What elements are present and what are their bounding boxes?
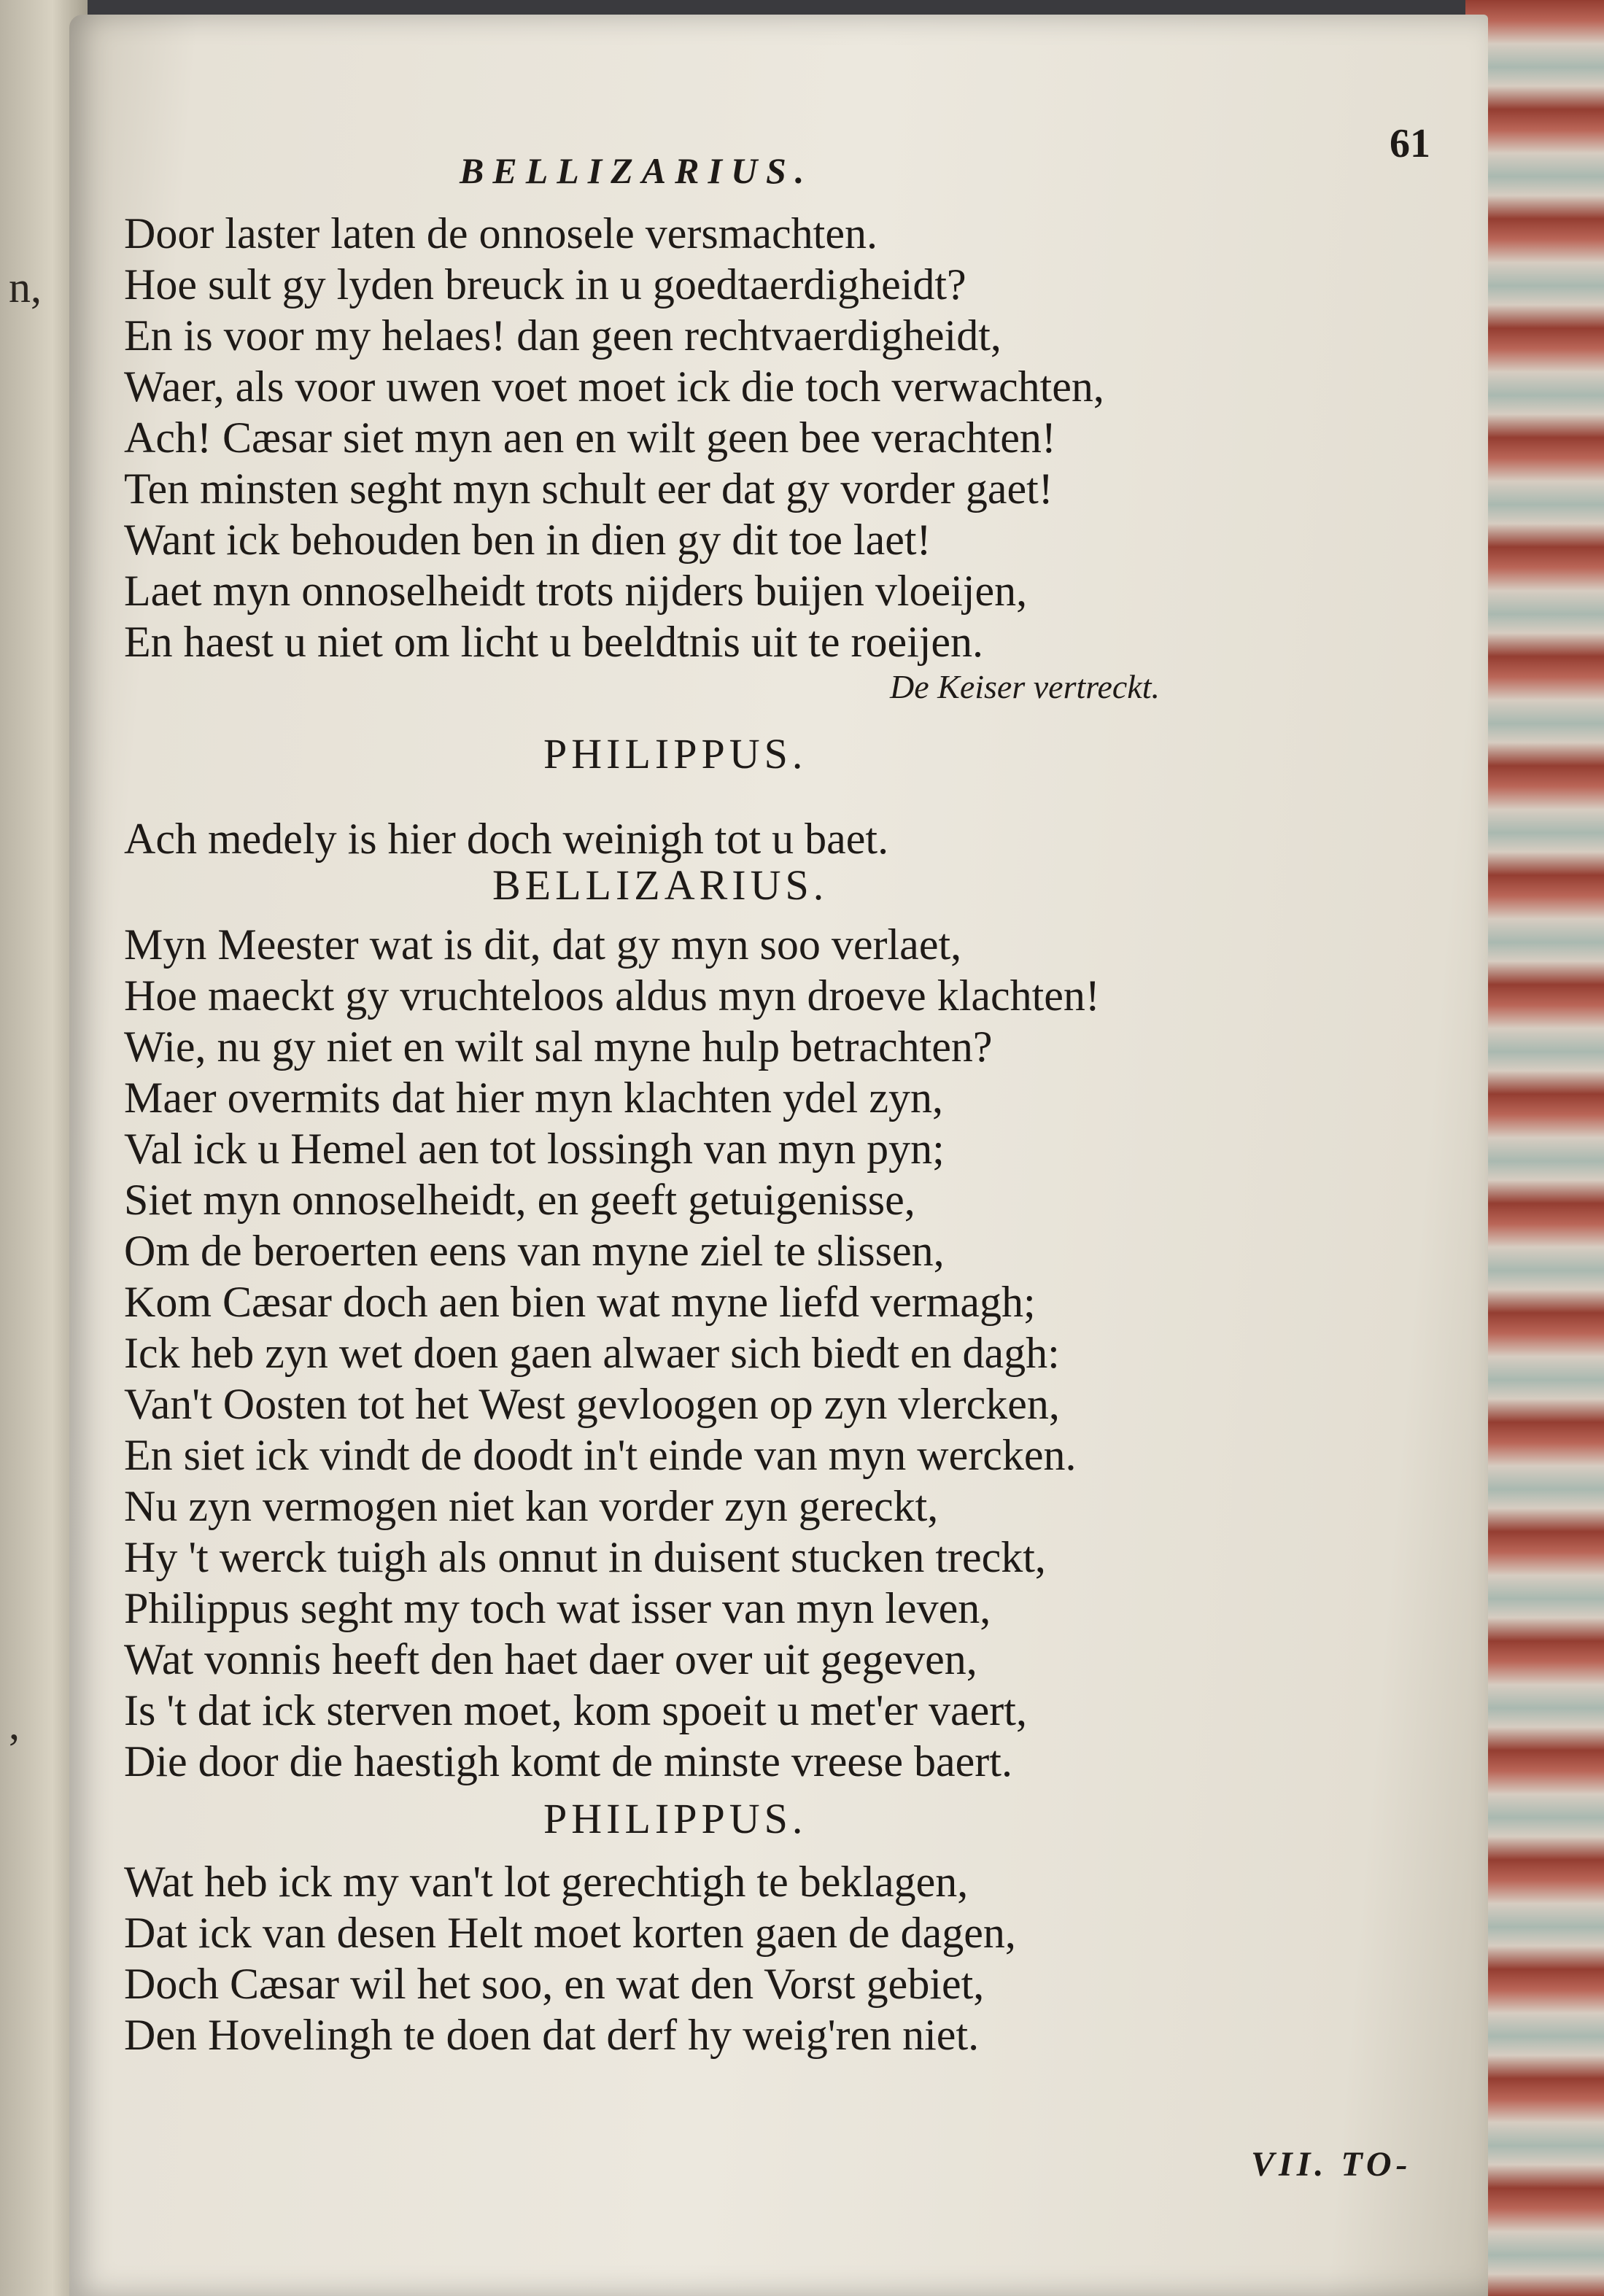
verse-line: Ach! Cæsar siet myn aen en wilt geen bee verachten!: [124, 414, 1056, 462]
verse-line: Myn Meester wat is dit, dat gy myn soo verlaet,: [124, 920, 962, 969]
verse-line: Hoe maeckt gy vruchteloos aldus myn droeve klachten!: [124, 971, 1100, 1020]
verse-line: Ick heb zyn wet doen gaen alwaer sich biedt en dagh:: [124, 1329, 1060, 1377]
catchword: VII. TO-: [1251, 2145, 1412, 2184]
speaker-name: PHILIPPUS.: [543, 1795, 807, 1842]
facing-page-fragment: ,: [9, 1700, 20, 1748]
verse-line: Ach medely is hier doch weinigh tot u baet.: [124, 815, 889, 863]
verse-line: Want ick behouden ben in dien gy dit toe laet!: [124, 516, 931, 564]
verse-line: En is voor my helaes! dan geen rechtvaerdigheidt,: [124, 311, 1001, 360]
verse-line: Den Hovelingh te doen dat derf hy weig'ren niet.: [124, 2011, 980, 2059]
verse-line: Ten minsten seght myn schult eer dat gy vorder gaet!: [124, 465, 1053, 513]
verse-line: Val ick u Hemel aen tot lossingh van myn pyn;: [124, 1125, 945, 1173]
verse-line: Waer, als voor uwen voet moet ick die toch verwachten,: [124, 362, 1104, 411]
verse-line: Hy 't werck tuigh als onnut in duisent stucken treckt,: [124, 1533, 1046, 1581]
facing-page-fragment: n,: [9, 263, 42, 311]
verse-line: Wat vonnis heeft den haet daer over uit gegeven,: [124, 1635, 977, 1683]
speaker-name: BELLIZARIUS.: [492, 861, 829, 909]
verse-line: Van't Oosten tot het West gevloogen op zyn vlercken,: [124, 1380, 1060, 1428]
verse-line: Philippus seght my toch wat isser van myn leven,: [124, 1584, 991, 1632]
speaker-name: PHILIPPUS.: [543, 730, 807, 777]
verse-line: Laet myn onnoselheidt trots nijders buijen vloeijen,: [124, 567, 1028, 615]
verse-line: Nu zyn vermogen niet kan vorder zyn gereckt,: [124, 1482, 939, 1530]
verse-line: En haest u niet om licht u beeldtnis uit te roeijen.: [124, 618, 984, 666]
verse-line: Wie, nu gy niet en wilt sal myne hulp betrachten?: [124, 1023, 993, 1071]
verse-line: Kom Cæsar doch aen bien wat myne liefd vermagh;: [124, 1278, 1036, 1326]
verse-line: En siet ick vindt de doodt in't einde van myn wercken.: [124, 1431, 1077, 1479]
page-number: 61: [1390, 121, 1430, 166]
stage-direction: De Keiser vertreckt.: [890, 668, 1160, 705]
verse-line: Siet myn onnoselheidt, en geeft getuigenisse,: [124, 1176, 915, 1224]
verse-line: Om de beroerten eens van myne ziel te slissen,: [124, 1227, 945, 1275]
verse-line: Is 't dat ick sterven moet, kom spoeit u met'er vaert,: [124, 1686, 1027, 1734]
verse-line: Die door die haestigh komt de minste vreese baert.: [124, 1737, 1012, 1785]
verse-line: Dat ick van desen Helt moet korten gaen de dagen,: [124, 1909, 1016, 1957]
verse-line: Door laster laten de onnosele versmachten.: [124, 209, 877, 257]
verse-line: Maer overmits dat hier myn klachten ydel zyn,: [124, 1074, 943, 1122]
verse-line: Wat heb ick my van't lot gerechtigh te beklagen,: [124, 1858, 969, 1906]
running-head: BELLIZARIUS.: [460, 150, 813, 191]
book-page: [69, 15, 1488, 2296]
verse-line: Hoe sult gy lyden breuck in u goedtaerdigheidt?: [124, 260, 966, 309]
verse-line: Doch Cæsar wil het soo, en wat den Vorst gebiet,: [124, 1960, 985, 2008]
